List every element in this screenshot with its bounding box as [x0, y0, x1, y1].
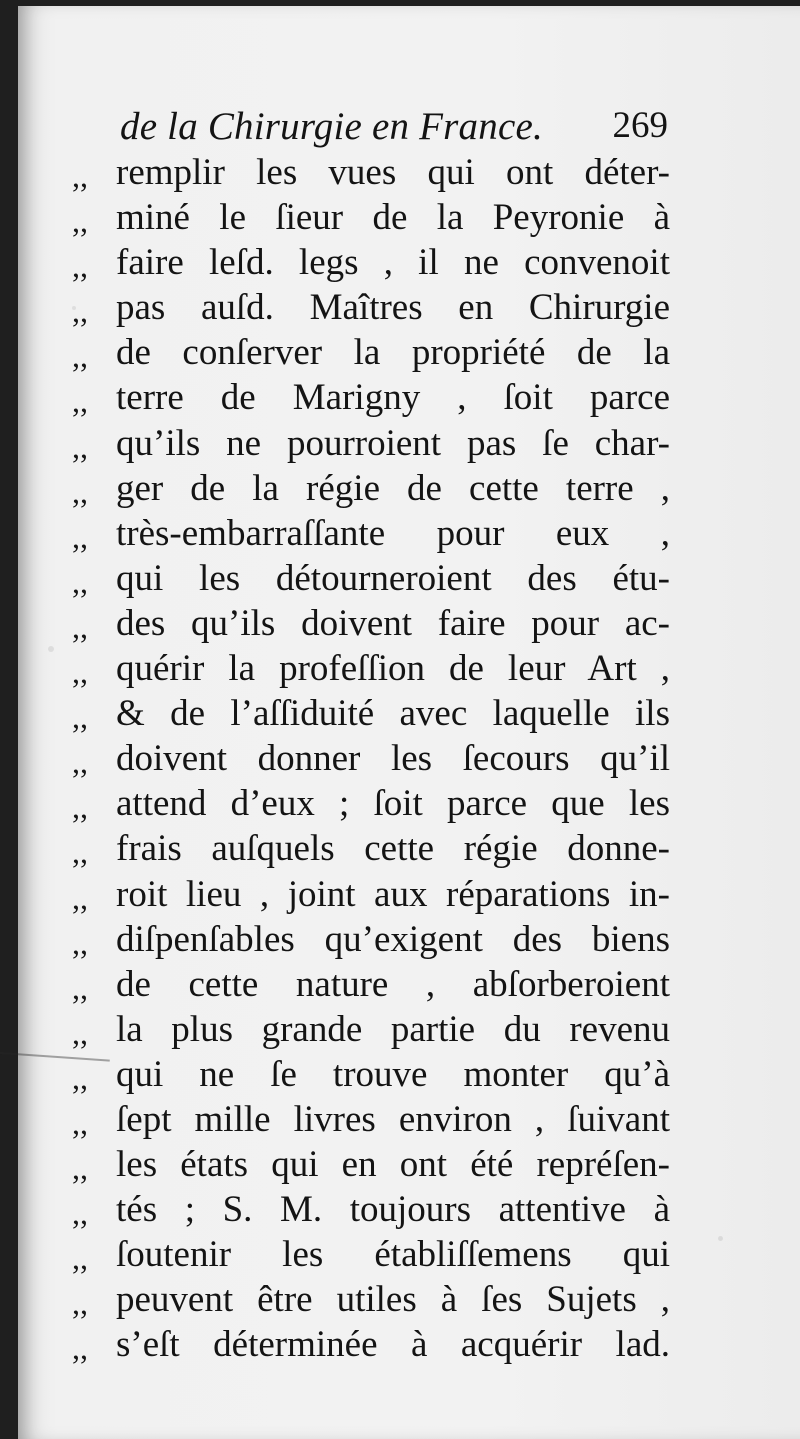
text-line [72, 1187, 670, 1232]
paper-speck [48, 646, 54, 652]
text-line [72, 195, 670, 240]
quote-mark: ,, [72, 383, 88, 420]
line-text: de conſerver la propriété de la [116, 332, 670, 374]
text-line [72, 150, 670, 195]
text-line [72, 1322, 670, 1367]
quote-mark: ,, [72, 834, 88, 871]
line-text: doivent donner les ſecours qu’il [116, 738, 670, 780]
text-line [72, 917, 670, 962]
quote-mark: ,, [72, 1059, 88, 1096]
quote-mark: ,, [72, 1330, 88, 1367]
text-line [72, 962, 670, 1007]
quote-mark: ,, [72, 518, 88, 555]
text-line [72, 1052, 670, 1097]
quote-mark: ,, [72, 699, 88, 736]
quote-mark: ,, [72, 473, 88, 510]
line-text: pas auſd. Maîtres en Chirurgie [116, 287, 670, 329]
line-text: remplir les vues qui ont déter- [116, 152, 670, 193]
line-text: frais auſquels cette régie donne- [116, 828, 670, 870]
line-text: ſoutenir les établiſſemens qui [116, 1234, 670, 1276]
quote-mark: ,, [72, 1195, 88, 1232]
line-text: s’eſt déterminée à acquérir lad. [116, 1324, 670, 1366]
text-line [72, 511, 670, 556]
quote-mark: ,, [72, 654, 88, 691]
line-text: les états qui en ont été repréſen- [116, 1144, 670, 1186]
quote-mark: ,, [72, 789, 88, 826]
text-line [72, 691, 670, 736]
text-line [72, 466, 670, 511]
text-line [72, 736, 670, 781]
running-title: de la Chirurgie en France. [120, 105, 543, 148]
line-text: miné le ſieur de la Peyronie à [116, 197, 670, 239]
line-text: peuvent être utiles à ſes Sujets , [116, 1279, 670, 1321]
text-line [72, 1277, 670, 1322]
line-text: qui ne ſe trouve monter qu’à [116, 1053, 670, 1095]
text-line [72, 1142, 670, 1187]
quote-mark: ,, [72, 1285, 88, 1322]
text-line [72, 1097, 670, 1142]
line-text: roit lieu , joint aux réparations in- [116, 873, 670, 915]
quote-mark: ,, [72, 1240, 88, 1277]
text-line [72, 1007, 670, 1052]
text-line [72, 872, 670, 917]
quote-mark: ,, [72, 969, 88, 1006]
text-line [72, 556, 670, 601]
line-text: qu’ils ne pourroient pas ſe char- [116, 422, 670, 464]
text-line [72, 646, 670, 691]
quote-mark: ,, [72, 563, 88, 600]
line-text: & de l’aſſiduité avec laquelle ils [116, 693, 670, 735]
quote-mark: ,, [72, 744, 88, 781]
line-text: tés ; S. M. toujours attentive à [116, 1189, 670, 1231]
text-line [72, 285, 670, 330]
text-line [72, 375, 670, 420]
line-text: la plus grande partie du revenu [116, 1008, 670, 1050]
body-text [72, 150, 670, 1368]
quote-mark: ,, [72, 608, 88, 645]
quote-mark: ,, [72, 158, 88, 194]
quote-mark: ,, [72, 428, 88, 465]
paper-speck [718, 1236, 723, 1241]
line-text: diſpenſables qu’exigent des biens [116, 918, 670, 960]
line-text: faire leſd. legs , il ne convenoit [116, 242, 670, 284]
text-line [72, 826, 670, 871]
line-text: des qu’ils doivent faire pour ac- [116, 602, 670, 644]
line-text: quérir la profeſſion de leur Art , [116, 648, 670, 690]
text-line [72, 1232, 670, 1277]
page-number: 269 [612, 105, 668, 146]
quote-mark: ,, [72, 293, 88, 330]
text-line [72, 601, 670, 646]
line-text: attend d’eux ; ſoit parce que les [116, 783, 670, 825]
text-line [72, 240, 670, 285]
quote-mark: ,, [72, 1014, 88, 1051]
quote-mark: ,, [72, 1150, 88, 1187]
line-text: ger de la régie de cette terre , [116, 467, 670, 509]
quote-mark: ,, [72, 203, 88, 240]
quote-mark: ,, [72, 338, 88, 375]
text-line [72, 421, 670, 466]
quote-mark: ,, [72, 1104, 88, 1141]
line-text: ſept mille livres environ , ſuivant [116, 1098, 670, 1140]
line-text: qui les détourneroient des étu- [116, 557, 670, 599]
text-line [72, 330, 670, 375]
line-text: très-embarraſſante pour eux , [116, 512, 670, 554]
quote-mark: ,, [72, 879, 88, 916]
quote-mark: ,, [72, 924, 88, 961]
line-text: de cette nature , abſorberoient [116, 963, 670, 1005]
text-line [72, 781, 670, 826]
line-text: terre de Marigny , ſoit parce [116, 377, 670, 419]
quote-mark: ,, [72, 248, 88, 285]
